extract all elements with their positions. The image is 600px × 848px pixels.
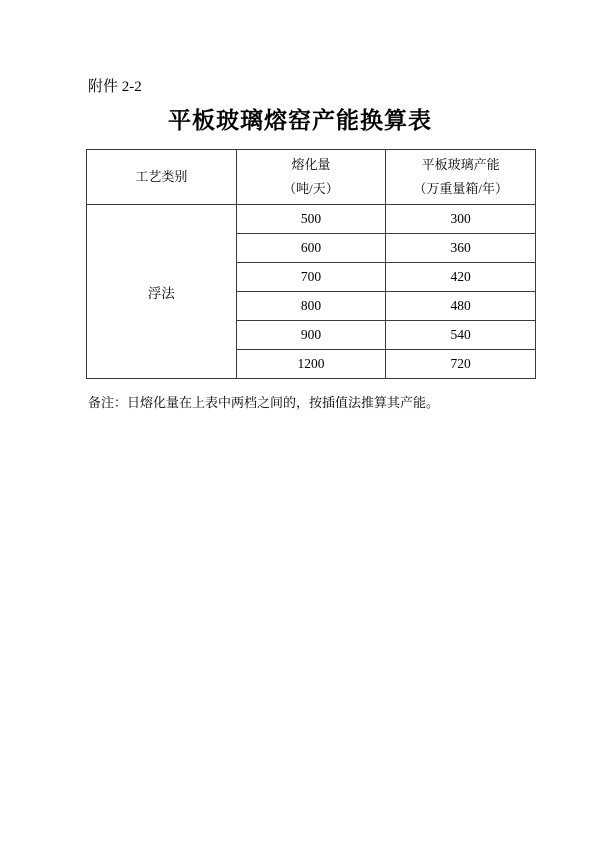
capacity-cell: 480 bbox=[386, 292, 536, 321]
melting-cell: 700 bbox=[236, 263, 386, 292]
table-header-capacity-unit: （万重量箱/年） bbox=[413, 181, 508, 196]
footnote: 备注：日熔化量在上表中两档之间的，按插值法推算其产能。 bbox=[88, 395, 440, 410]
capacity-cell: 360 bbox=[386, 234, 536, 263]
table-header-process-type-label: 工艺类别 bbox=[135, 169, 188, 184]
page-title: 平板玻璃熔窑产能换算表 bbox=[168, 108, 432, 133]
melting-cell: 600 bbox=[236, 234, 386, 263]
table-row bbox=[87, 205, 536, 234]
process-category-cell: 浮法 bbox=[87, 205, 237, 379]
melting-cell: 900 bbox=[236, 321, 386, 350]
table-header-row bbox=[87, 150, 536, 205]
capacity-cell: 300 bbox=[386, 205, 536, 234]
capacity-cell: 420 bbox=[386, 263, 536, 292]
table-header-melting-label: 熔化量 bbox=[291, 157, 331, 172]
table-body bbox=[87, 205, 536, 379]
capacity-cell: 540 bbox=[386, 321, 536, 350]
table-header-process-type bbox=[87, 150, 237, 205]
attachment-label: 附件 2-2 bbox=[88, 79, 142, 95]
melting-cell: 500 bbox=[236, 205, 386, 234]
capacity-cell: 720 bbox=[386, 350, 536, 379]
table-header-capacity bbox=[386, 150, 536, 205]
table-header-melting bbox=[236, 150, 386, 205]
melting-cell: 1200 bbox=[236, 350, 386, 379]
capacity-conversion-table bbox=[86, 149, 536, 379]
melting-cell: 800 bbox=[236, 292, 386, 321]
table-header-melting-unit: （吨/天） bbox=[283, 181, 339, 196]
table-header-capacity-label: 平板玻璃产能 bbox=[421, 157, 500, 172]
